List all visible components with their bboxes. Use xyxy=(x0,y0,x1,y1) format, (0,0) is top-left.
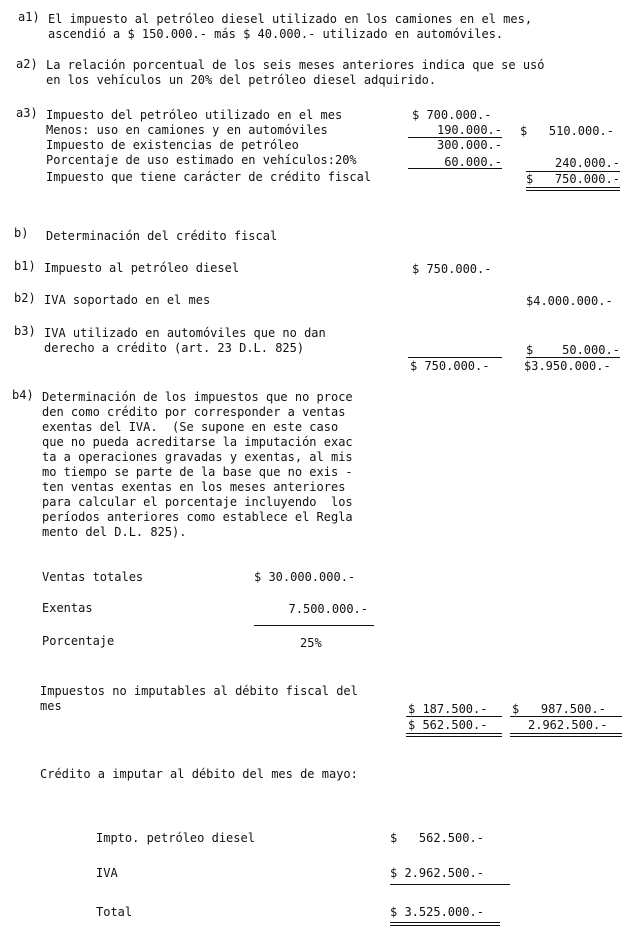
no-imputables-result-2: 2.962.500.- xyxy=(528,718,608,732)
a3-label: a3) xyxy=(16,106,38,120)
b3-amount: $ 50.000.- xyxy=(526,343,620,357)
a3-row-1-text: Impuesto del petróleo utilizado en el mes xyxy=(46,108,343,122)
b3-subtotal-1: $ 750.000.- xyxy=(410,359,490,373)
b1-amount: $ 750.000.- xyxy=(412,262,492,276)
b3-underline-2 xyxy=(526,357,620,358)
a3-double-underline-bottom xyxy=(526,190,620,191)
b4-line-9: períodos anteriores como establece el Regla xyxy=(42,510,353,524)
b4-line-8: para calcular el porcentaje incluyendo los xyxy=(42,495,353,509)
credito-iva-label: IVA xyxy=(96,866,118,880)
exentas-value: 7.500.000.- xyxy=(288,602,368,616)
a3-row-3-text: Impuesto de existencias de petróleo xyxy=(46,138,299,152)
b3-underline-1 xyxy=(408,357,502,358)
b4-line-2: den como crédito por corresponder a ventas xyxy=(42,405,346,419)
no-imputables-amount-2: $ 987.500.- xyxy=(512,702,606,716)
b2-amount: $4.000.000.- xyxy=(526,294,613,308)
b3-label: b3) xyxy=(14,324,36,338)
b3-subtotal-2: $3.950.000.- xyxy=(524,359,611,373)
porcentaje-label: Porcentaje xyxy=(42,634,115,648)
credito-title: Crédito a imputar al débito del mes de mayo: xyxy=(40,767,358,781)
credito-total-label: Total xyxy=(96,905,133,919)
no-imputables-double-top-2 xyxy=(510,733,622,734)
a3-underline-1 xyxy=(408,137,502,138)
a2-line-2: en los vehículos un 20% del petróleo diesel adquirido. xyxy=(46,73,437,87)
credito-petroleo-label: Impto. petróleo diesel xyxy=(96,831,255,845)
ventas-totales-label: Ventas totales xyxy=(42,570,144,584)
ventas-totales-value: $ 30.000.000.- xyxy=(254,570,356,584)
no-imputables-underline-2 xyxy=(510,716,622,717)
a3-row-2-text: Menos: uso en camiones y en automóviles xyxy=(46,123,328,137)
b4-line-1: Determinación de los impuestos que no proce xyxy=(42,390,353,404)
no-imputables-underline-1 xyxy=(406,716,502,717)
credito-double-underline-top xyxy=(390,922,500,923)
a3-row-4-amount: 60.000.- xyxy=(444,155,502,169)
credito-double-underline-bottom xyxy=(390,925,500,926)
a3-row-5-total: $ 750.000.- xyxy=(526,172,620,186)
b2-label: b2) xyxy=(14,291,36,305)
a2-line-1: La relación porcentual de los seis meses anteriores indica que se usó xyxy=(46,58,545,72)
a3-double-underline-top xyxy=(526,187,620,188)
a3-row-4-total: 240.000.- xyxy=(554,156,620,170)
no-imputables-line-1: Impuestos no imputables al débito fiscal del xyxy=(40,684,358,698)
no-imputables-result-1: $ 562.500.- xyxy=(408,718,488,732)
a3-row-4-text: Porcentaje de uso estimado en vehículos:20% xyxy=(46,153,357,167)
no-imputables-double-top-1 xyxy=(406,733,502,734)
b4-line-7: ten ventas exentas en los meses anteriores xyxy=(42,480,346,494)
credito-underline xyxy=(390,884,510,885)
b3-line-1: IVA utilizado en automóviles que no dan xyxy=(44,326,326,340)
b4-line-4: que no pueda acreditarse la imputación exac xyxy=(42,435,353,449)
no-imputables-double-bottom-1 xyxy=(406,736,502,737)
a3-row-1-amount: $ 700.000.- xyxy=(412,108,492,122)
exentas-label: Exentas xyxy=(42,601,93,615)
b4-label: b4) xyxy=(12,388,34,402)
b2-text: IVA soportado en el mes xyxy=(44,293,211,307)
b4-line-10: mento del D.L. 825). xyxy=(42,525,187,539)
a3-underline-2 xyxy=(408,168,502,169)
credito-iva-value: $ 2.962.500.- xyxy=(390,866,484,880)
b1-text: Impuesto al petróleo diesel xyxy=(44,261,240,275)
b4-line-3: exentas del IVA. (Se supone en este caso xyxy=(42,420,339,434)
no-imputables-amount-1: $ 187.500.- xyxy=(408,702,488,716)
b3-line-2: derecho a crédito (art. 23 D.L. 825) xyxy=(44,341,305,355)
b1-label: b1) xyxy=(14,259,36,273)
ventas-underline xyxy=(254,625,374,626)
a3-row-2-amount: 190.000.- xyxy=(436,123,502,137)
a1-label: a1) xyxy=(18,10,40,24)
a3-row-3-amount: 300.000.- xyxy=(436,138,502,152)
no-imputables-line-2: mes xyxy=(40,699,62,713)
a3-row-5-text: Impuesto que tiene carácter de crédito fiscal xyxy=(46,170,372,184)
b4-line-5: ta a operaciones gravadas y exentas, al mis xyxy=(42,450,353,464)
a3-row-2-total: $ 510.000.- xyxy=(520,124,614,138)
no-imputables-double-bottom-2 xyxy=(510,736,622,737)
porcentaje-value: 25% xyxy=(300,636,322,650)
a2-label: a2) xyxy=(16,57,38,71)
b4-line-6: mo tiempo se parte de la base que no exis - xyxy=(42,465,353,479)
a1-line-2: ascendió a $ 150.000.- más $ 40.000.- utilizado en automóviles. xyxy=(48,27,504,41)
b-title: Determinación del crédito fiscal xyxy=(46,229,278,243)
a1-line-1: El impuesto al petróleo diesel utilizado en los camiones en el mes, xyxy=(48,12,533,26)
credito-total-value: $ 3.525.000.- xyxy=(390,905,484,919)
b-label: b) xyxy=(14,226,29,240)
credito-petroleo-value: $ 562.500.- xyxy=(390,831,484,845)
